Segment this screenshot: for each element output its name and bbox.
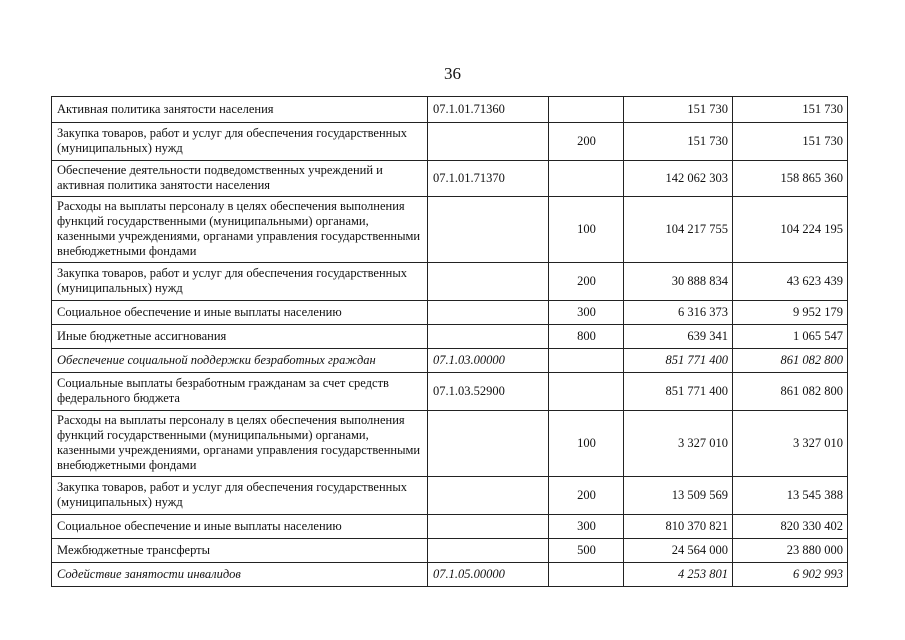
cell-amount-year2: 3 327 010 xyxy=(733,411,848,477)
cell-name: Закупка товаров, работ и услуг для обеспечения государственных (муниципальных) нужд xyxy=(52,477,428,515)
cell-amount-year2: 104 224 195 xyxy=(733,197,848,263)
cell-code xyxy=(428,515,549,539)
cell-amount-year1: 3 327 010 xyxy=(624,411,733,477)
cell-name: Активная политика занятости населения xyxy=(52,97,428,123)
cell-expense-type xyxy=(549,97,624,123)
cell-expense-type: 200 xyxy=(549,477,624,515)
table-row xyxy=(52,161,848,197)
cell-name: Закупка товаров, работ и услуг для обеспечения государственных (муниципальных) нужд xyxy=(52,123,428,161)
table-row xyxy=(52,263,848,301)
cell-amount-year1: 151 730 xyxy=(624,123,733,161)
cell-code: 07.1.03.00000 xyxy=(428,349,549,373)
cell-expense-type: 500 xyxy=(549,539,624,563)
table-row xyxy=(52,197,848,263)
table-row xyxy=(52,477,848,515)
table-row xyxy=(52,539,848,563)
cell-name: Социальное обеспечение и иные выплаты населению xyxy=(52,301,428,325)
table-row xyxy=(52,349,848,373)
cell-amount-year2: 23 880 000 xyxy=(733,539,848,563)
budget-table xyxy=(51,96,848,587)
cell-name: Межбюджетные трансферты xyxy=(52,539,428,563)
table-row xyxy=(52,123,848,161)
cell-code: 07.1.01.71360 xyxy=(428,97,549,123)
cell-expense-type: 100 xyxy=(549,411,624,477)
cell-code: 07.1.05.00000 xyxy=(428,563,549,587)
table-row xyxy=(52,373,848,411)
cell-amount-year2: 13 545 388 xyxy=(733,477,848,515)
cell-amount-year2: 6 902 993 xyxy=(733,563,848,587)
cell-expense-type xyxy=(549,563,624,587)
table-row xyxy=(52,325,848,349)
table-row xyxy=(52,301,848,325)
cell-amount-year1: 6 316 373 xyxy=(624,301,733,325)
cell-amount-year1: 142 062 303 xyxy=(624,161,733,197)
cell-amount-year1: 151 730 xyxy=(624,97,733,123)
cell-amount-year2: 151 730 xyxy=(733,123,848,161)
cell-amount-year1: 4 253 801 xyxy=(624,563,733,587)
cell-amount-year1: 13 509 569 xyxy=(624,477,733,515)
cell-name: Содействие занятости инвалидов xyxy=(52,563,428,587)
cell-code xyxy=(428,123,549,161)
cell-amount-year1: 104 217 755 xyxy=(624,197,733,263)
cell-expense-type: 300 xyxy=(549,301,624,325)
cell-expense-type xyxy=(549,161,624,197)
cell-expense-type: 100 xyxy=(549,197,624,263)
cell-amount-year2: 1 065 547 xyxy=(733,325,848,349)
cell-name: Социальное обеспечение и иные выплаты населению xyxy=(52,515,428,539)
cell-amount-year2: 158 865 360 xyxy=(733,161,848,197)
cell-name: Расходы на выплаты персоналу в целях обеспечения выполнения функций государственными (муниципальными) органами, казенными учреждениями, органами управления государственными внебюджетными фондами xyxy=(52,411,428,477)
page-number: 36 xyxy=(444,64,461,83)
cell-expense-type: 200 xyxy=(549,263,624,301)
cell-code xyxy=(428,477,549,515)
cell-code xyxy=(428,197,549,263)
table-row xyxy=(52,97,848,123)
cell-amount-year1: 851 771 400 xyxy=(624,349,733,373)
cell-code: 07.1.01.71370 xyxy=(428,161,549,197)
cell-name: Иные бюджетные ассигнования xyxy=(52,325,428,349)
cell-code xyxy=(428,539,549,563)
cell-code: 07.1.03.52900 xyxy=(428,373,549,411)
cell-amount-year1: 810 370 821 xyxy=(624,515,733,539)
cell-amount-year1: 30 888 834 xyxy=(624,263,733,301)
cell-name: Обеспечение деятельности подведомственных учреждений и активная политика занятости населения xyxy=(52,161,428,197)
cell-amount-year2: 861 082 800 xyxy=(733,349,848,373)
cell-name: Социальные выплаты безработным гражданам за счет средств федерального бюджета xyxy=(52,373,428,411)
cell-amount-year1: 639 341 xyxy=(624,325,733,349)
cell-code xyxy=(428,325,549,349)
cell-code xyxy=(428,301,549,325)
table-row xyxy=(52,563,848,587)
cell-expense-type: 800 xyxy=(549,325,624,349)
cell-name: Обеспечение социальной поддержки безработных граждан xyxy=(52,349,428,373)
cell-expense-type xyxy=(549,373,624,411)
cell-amount-year1: 851 771 400 xyxy=(624,373,733,411)
cell-amount-year2: 861 082 800 xyxy=(733,373,848,411)
cell-amount-year1: 24 564 000 xyxy=(624,539,733,563)
cell-expense-type: 300 xyxy=(549,515,624,539)
cell-expense-type xyxy=(549,349,624,373)
table-row xyxy=(52,411,848,477)
cell-expense-type: 200 xyxy=(549,123,624,161)
cell-code xyxy=(428,411,549,477)
table-row xyxy=(52,515,848,539)
cell-amount-year2: 820 330 402 xyxy=(733,515,848,539)
cell-amount-year2: 9 952 179 xyxy=(733,301,848,325)
cell-amount-year2: 151 730 xyxy=(733,97,848,123)
cell-name: Расходы на выплаты персоналу в целях обеспечения выполнения функций государственными (муниципальными) органами, казенными учреждениями, органами управления государственными внебюджетными фондами xyxy=(52,197,428,263)
cell-amount-year2: 43 623 439 xyxy=(733,263,848,301)
budget-table-body xyxy=(52,97,848,587)
cell-name: Закупка товаров, работ и услуг для обеспечения государственных (муниципальных) нужд xyxy=(52,263,428,301)
cell-code xyxy=(428,263,549,301)
